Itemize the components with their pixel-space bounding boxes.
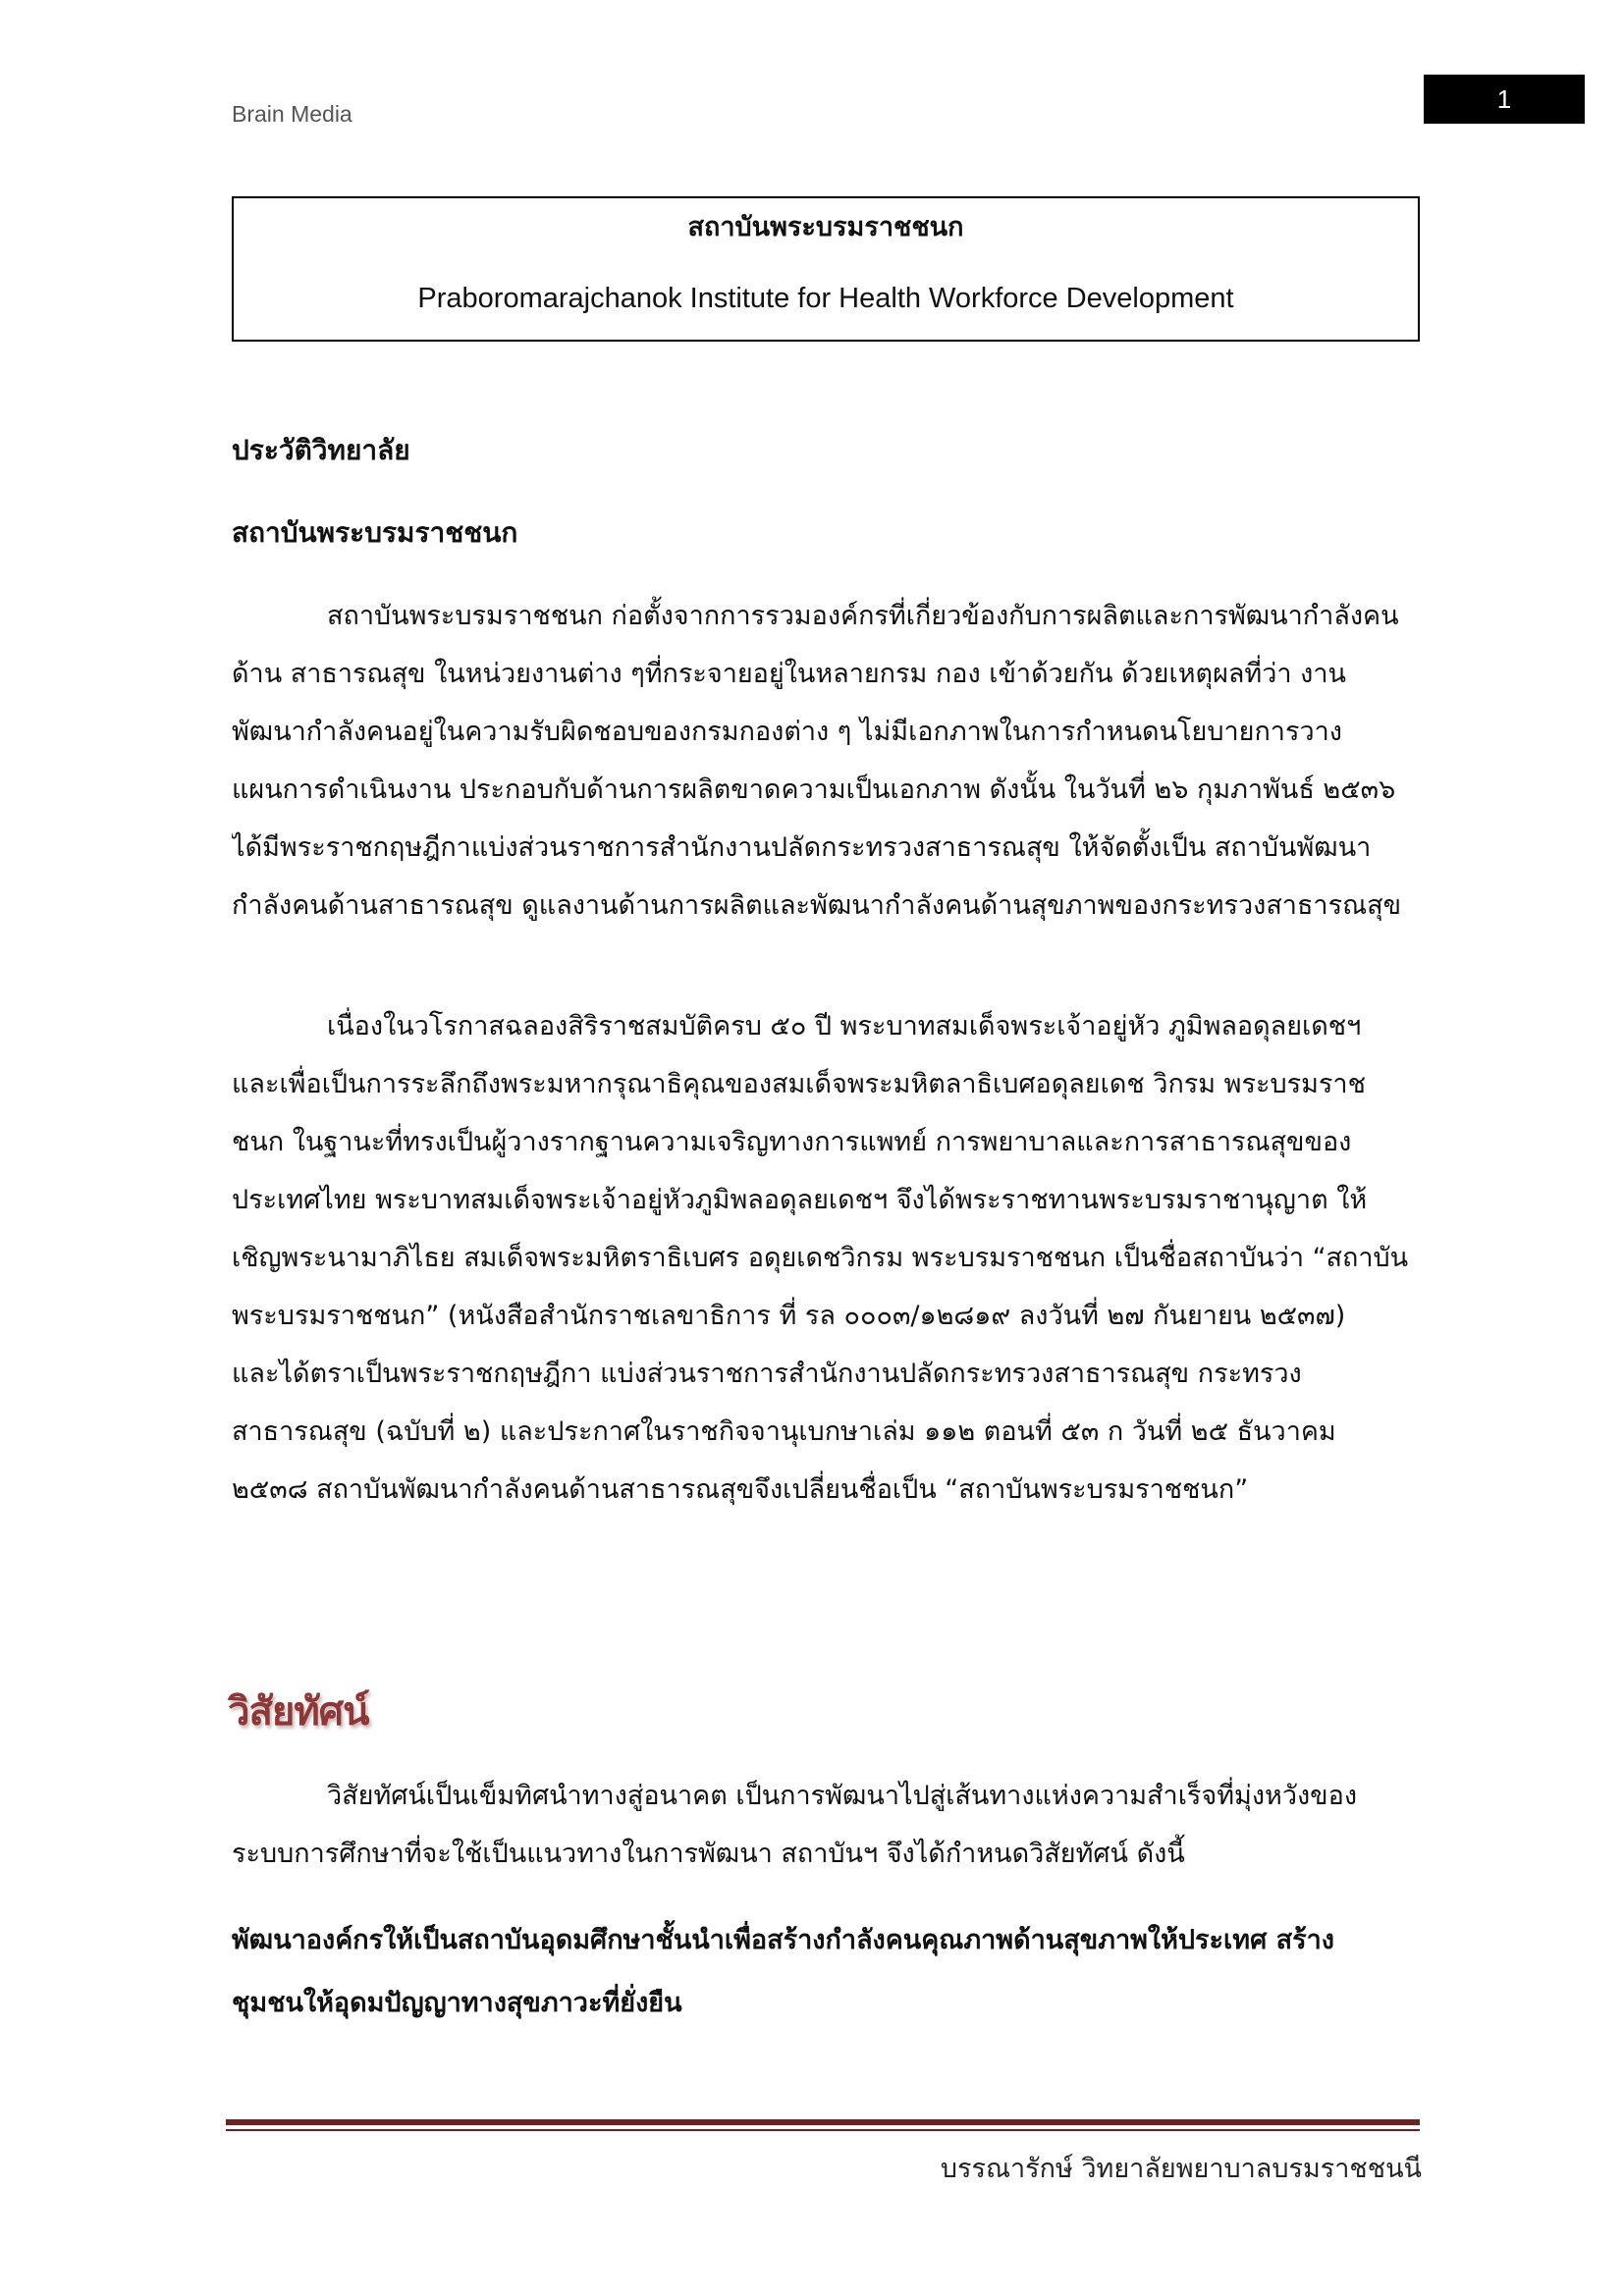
paragraph-line: ประเทศไทย พระบาทสมเด็จพระเจ้าอยู่หัวภูมิพลอดุลยเดชฯ จึงได้พระราชทานพระบรมราชานุญาต ให้ <box>232 1185 1368 1215</box>
history-paragraph-2 <box>232 997 1422 1519</box>
paragraph-line: เนื่องในวโรกาสฉลองสิริราชสมบัติครบ ๕๐ ปี พระบาทสมเด็จพระเจ้าอยู่หัว ภูมิพลอดุลยเดชฯ <box>327 1011 1362 1041</box>
paragraph-line: ชนก ในฐานะที่ทรงเป็นผู้วางรากฐานความเจริญทางการแพทย์ การพยาบาลและการสาธารณสุขของ <box>232 1127 1352 1157</box>
paragraph-line: พัฒนากำลังคนอยู่ในความรับผิดชอบของกรมกองต่าง ๆ ไม่มีเอกภาพในการกำหนดนโยบายการวาง <box>232 717 1342 747</box>
paragraph-line: ได้มีพระราชกฤษฎีกาแบ่งส่วนราชการสำนักงานปลัดกระทรวงสาธารณสุข ให้จัดตั้งเป็น สถาบันพัฒนา <box>232 832 1372 863</box>
paragraph-line: สถาบันพระบรมราชชนก ก่อตั้งจากการรวมองค์กรที่เกี่ยวข้องกับการผลิตและการพัฒนากำลังคน <box>327 601 1399 631</box>
vision-heading: วิสัยทัศน์ <box>228 1688 369 1735</box>
paragraph-line: พัฒนาองค์กรให้เป็นสถาบันอุดมศึกษาชั้นนำเพื่อสร้างกำลังคนคุณภาพด้านสุขภาพให้ประเทศ สร้าง <box>232 1925 1334 1955</box>
paragraph-line: เชิญพระนามาภิไธย สมเด็จพระมหิตราธิเบศร อดุยเดชวิกรม พระบรมราชชนก เป็นชื่อสถาบันว่า “สถาบัน <box>232 1243 1409 1273</box>
paragraph-line: ระบบการศึกษาที่จะใช้เป็นแนวทางในการพัฒนา สถาบันฯ จึงได้กำหนดวิสัยทัศน์ ดังนี้ <box>232 1839 1185 1869</box>
paragraph-line: ๒๕๓๘ สถาบันพัฒนากำลังคนด้านสาธารณสุขจึงเปลี่ยนชื่อเป็น “สถาบันพระบรมราชชนก” <box>232 1474 1249 1505</box>
paragraph-line: ชุมชนให้อุดมปัญญาทางสุขภาวะที่ยั่งยืน <box>232 1988 682 2018</box>
section-heading-history: ประวัติวิทยาลัย <box>232 434 410 466</box>
footer-rule-thin <box>226 2129 1420 2131</box>
section-subheading-institute: สถาบันพระบรมราชชนก <box>232 516 518 549</box>
page-number: 1 <box>1424 75 1585 124</box>
vision-paragraph <box>232 1767 1422 1883</box>
paragraph-line: พระบรมราชชนก” (หนังสือสำนักราชเลขาธิการ ที่ รล ๐๐๐๓/๑๒๘๑๙ ลงวันที่ ๒๗ กันยายน ๒๕๓๗) <box>232 1301 1346 1331</box>
paragraph-line: แผนการดำเนินงาน ประกอบกับด้านการผลิตขาดความเป็นเอกภาพ ดังนั้น ในวันที่ ๒๖ กุมภาพันธ์ ๒๕๓๖ <box>232 774 1396 805</box>
paragraph-line: และเพื่อเป็นการระลึกถึงพระมหากรุณาธิคุณของสมเด็จพระมหิตลาธิเบศอดุลยเดช วิกรม พระบรมราช <box>232 1069 1366 1099</box>
paragraph-line: สาธารณสุข (ฉบับที่ ๒) และประกาศในราชกิจจานุเบกษาเล่ม ๑๑๒ ตอนที่ ๕๓ ก วันที่ ๒๕ ธันวาคม <box>232 1416 1336 1447</box>
footer-rule <box>226 2119 1420 2125</box>
title-english: Praboromarajchanok Institute for Health Workforce Development <box>417 283 1234 314</box>
paragraph-line: วิสัยทัศน์เป็นเข็มทิศนำทางสู่อนาคต เป็นการพัฒนาไปสู่เส้นทางแห่งความสำเร็จที่มุ่งหวังของ <box>327 1781 1358 1811</box>
paragraph-line: กำลังคนด้านสาธารณสุข ดูแลงานด้านการผลิตและพัฒนากำลังคนด้านสุขภาพของกระทรวงสาธารณสุข <box>232 890 1402 921</box>
header-brand: Brain Media <box>232 101 352 127</box>
paragraph-line: ด้าน สาธารณสุข ในหน่วยงานต่าง ๆที่กระจายอยู่ในหลายกรม กอง เข้าด้วยกัน ด้วยเหตุผลที่ว่า งาน <box>232 659 1346 689</box>
title-thai: สถาบันพระบรมราชชนก <box>687 212 964 242</box>
title-box <box>232 196 1420 342</box>
footer-text: บรรณารักษ์ วิทยาลัยพยาบาลบรมราชชนนี <box>940 2154 1422 2184</box>
vision-statement <box>232 1909 1422 2035</box>
history-paragraph-1 <box>232 587 1422 934</box>
paragraph-line: และได้ตราเป็นพระราชกฤษฎีกา แบ่งส่วนราชการสำนักงานปลัดกระทรวงสาธารณสุข กระทรวง <box>232 1359 1302 1389</box>
